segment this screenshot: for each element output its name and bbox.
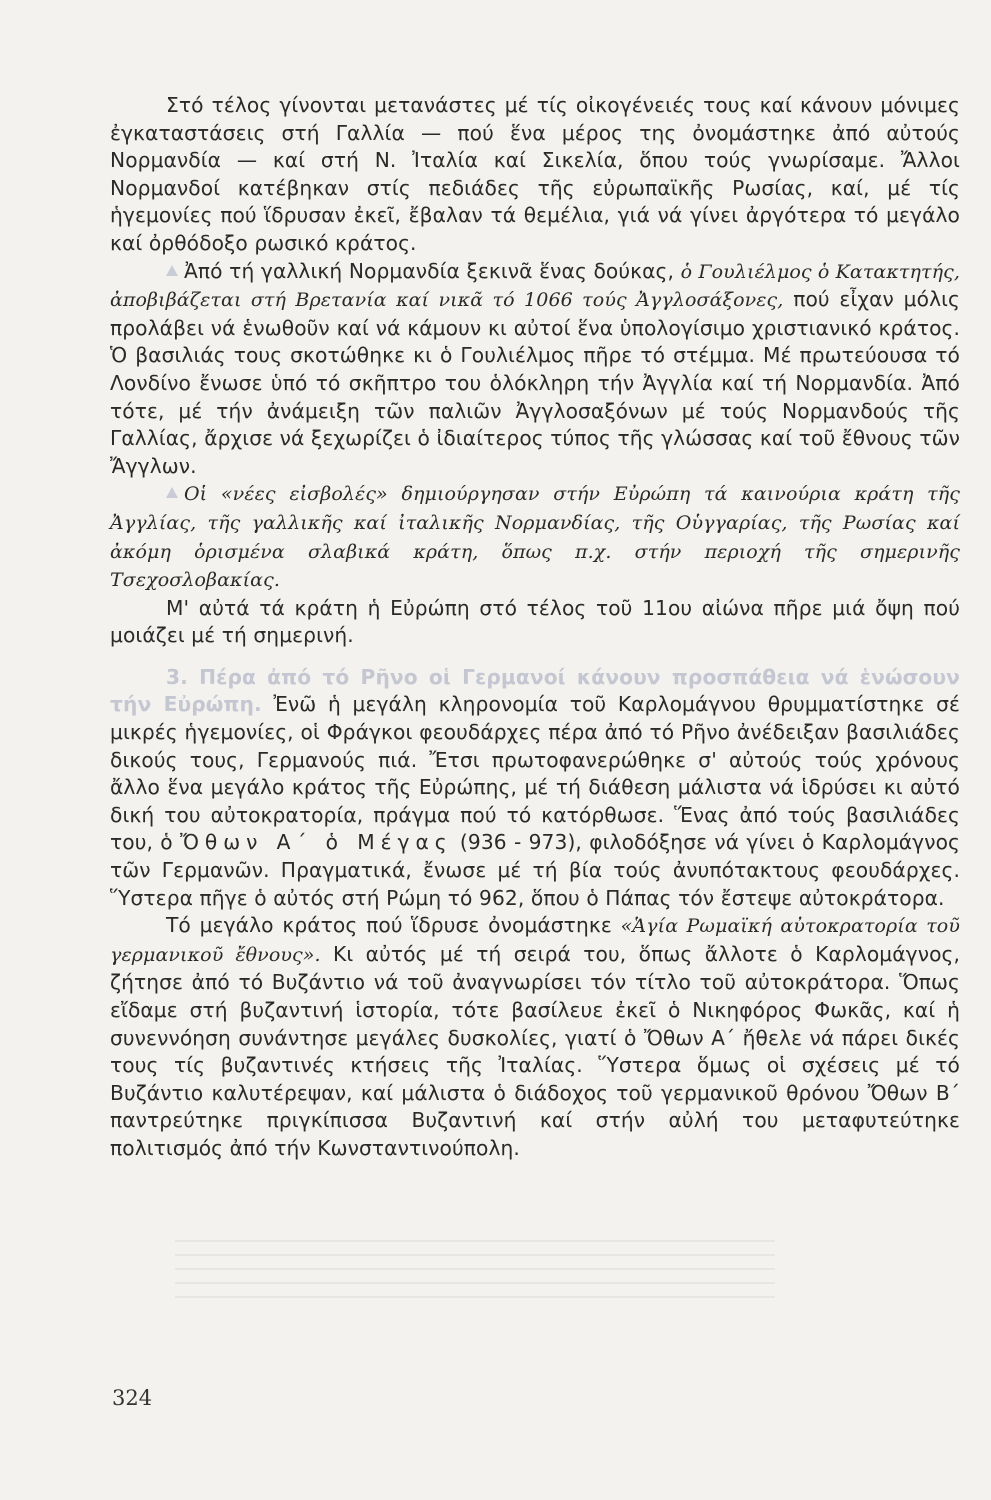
bleed-through-text (175, 1240, 775, 1310)
section-heading: 3. Πέρα ἀπό τό Ρῆνο οἱ Γερμανοί κάνουν προσπάθεια νά ἑνώσουν τήν Εὐρώπη. (110, 664, 960, 717)
paragraph-3: Οἱ «νέες εἰσβολές» δημιούργησαν στήν Εὐρώπη τά καινούρια κράτη τῆς Ἀγγλίας, τῆς γαλλικῆς καί ἰταλικῆς Νορμανδίας, τῆς Οὑγγαρίας, τῆς Ρωσίας καί ἀκόμη ὁρισμένα σλαβικά κράτη, ὅπως π.χ. στήν περιοχή τῆς σημερινῆς Τσεχοσλοβακίας. (110, 483, 960, 592)
page-number: 324 (112, 1386, 153, 1410)
paragraph-2: Ἀπό τή γαλλική Νορμανδία ξεκινᾶ ἕνας δούκας, ὁ Γουλιέλμος ὁ Κατακτητής, ἀποβιβάζεται στή Βρετανία καί νικᾶ τό 1066 τούς Ἀγγλοσάξονες, πού εἶχαν μόλις προλάβει νά ἑνωθοῦν καί νά κάμουν κι αὐτοί ἕνα ὑπολογίσιμο χριστιανικό κράτος. Ὁ βασιλιάς τους σκοτώθηκε κι ὁ Γουλιέλμος πῆρε τό στέμμα. Μέ πρωτεύουσα τό Λονδίνο ἔνωσε ὑπό τό σκῆπτρο του ὁλόκληρη τήν Ἀγγλία καί τή Νορμανδία. Ἀπό τότε, μέ τήν ἀνάμειξη τῶν παλιῶν Ἀγγλοσαξόνων μέ τούς Νορμανδούς τῆς Γαλλίας, ἄρχισε νά ξεχωρίζει ὁ ἰδιαίτερος τύπος τῆς γλώσσας καί τοῦ ἔθνους τῶν Ἄγγλων. (110, 258, 960, 478)
paragraph-5: 3. Πέρα ἀπό τό Ρῆνο οἱ Γερμανοί κάνουν προσπάθεια νά ἑνώσουν τήν Εὐρώπη. Ἐνῶ ἡ μεγάλη κληρονομία τοῦ Καρλομάγνου θρυμματίστηκε σέ μικρές ἡγεμονίες, οἱ Φράγκοι φεουδάρχες πέρα ἀπό τό Ρῆνο ἀνέδειξαν βασιλιάδες δικούς τους, Γερμανούς πιά. Ἔτσι πρωτοφανερώθηκε σ' αὐτούς τούς χρόνους ἄλλο ἕνα μεγάλο κράτος τῆς Εὐρώπης, μέ τή διάθεση μάλιστα νά ἱδρύσει κι αὐτό δική του αὐτοκρατορία, πράγμα πού τό κατόρθωσε. Ἕνας ἀπό τούς βασιλιάδες του, ὁ Ὄθων Α΄ ὁ Μέγας (936 - 973), φιλοδόξησε νά γίνει ὁ Καρλομάγνος τῶν Γερμανῶν. Πραγματικά, ἔνωσε μέ τή βία τούς ἀνυπότακτους φεουδάρχες. Ὕστερα πῆγε ὁ αὐτός στή Ρώμη τό 962, ὅπου ὁ Πάπας τόν ἔστεψε αὐτοκράτορα. (110, 664, 961, 910)
triangle-marker-icon (166, 487, 178, 498)
triangle-marker-icon (166, 265, 178, 276)
paragraph-1: Στό τέλος γίνονται μετανάστες μέ τίς οἰκογένειές τους καί κάνουν μόνιμες ἐγκαταστάσεις στή Γαλλία — πού ἕνα μέρος της ὀνομάστηκε ἀπό αὐτούς Νορμανδία — καί στή Ν. Ἰταλία καί Σικελία, ὅπου τούς γνωρίσαμε. Ἄλλοι Νορμανδοί κατέβηκαν στίς πεδιάδες τῆς εὐρωπαϊκῆς Ρωσίας, καί, μέ τίς ἡγεμονίες πού ἵδρυσαν ἐκεῖ, ἔβαλαν τά θεμέλια, γιά νά γίνει ἀργότερα τό μεγάλο καί ὀρθόδοξο ρωσικό κράτος. (110, 93, 960, 255)
paragraph-6-italic: «Ἁγία Ρωμαϊκή αὐτοκρατορία τοῦ γερμανικοῦ ἔθνους». (110, 915, 960, 966)
spaced-name: Ὄθων Α΄ ὁ Μέγας (179, 830, 453, 855)
paragraph-2-italic: ὁ Γουλιέλμος ὁ Κατακτητής, ἀποβιβάζεται στή Βρετανία καί νικᾶ τό 1066 τούς Ἀγγλοσάξονες, (110, 260, 960, 312)
paragraph-4: Μ' αὐτά τά κράτη ἡ Εὐρώπη στό τέλος τοῦ 11ου αἰώνα πῆρε μιά ὄψη πού μοιάζει μέ τή σημερινή. (110, 595, 960, 648)
paragraph-6: Τό μεγάλο κράτος πού ἵδρυσε ὀνομάστηκε «Ἁγία Ρωμαϊκή αὐτοκρατορία τοῦ γερμανικοῦ ἔθνους». Κι αὐτός μέ τή σειρά του, ὅπως ἄλλοτε ὁ Καρλομάγνος, ζήτησε ἀπό τό Βυζάντιο νά τοῦ ἀναγνωρίσει τόν τίτλο τοῦ αὐτοκράτορα. Ὅπως εἴδαμε στή βυζαντινή ἱστορία, τότε βασίλευε ἐκεῖ ὁ Νικηφόρος Φωκᾶς, καί ἡ συνεννόηση συνάντησε μεγάλες δυσκολίες, γιατί ὁ Ὄθων Α΄ ἤθελε νά πάρει δικές τους τίς βυζαντινές κτήσεις τῆς Ἰταλίας. Ὕστερα ὅμως οἱ σχέσεις μέ τό Βυζάντιο καλυτέρεψαν, καί μάλιστα ὁ διάδοχος τοῦ γερμανικοῦ θρόνου Ὄθων Β΄ παντρεύτηκε πριγκίπισσα Βυζαντινή καί στήν αὐλή του μεταφυτεύτηκε πολιτισμός ἀπό τήν Κωνσταντινούπολη. (110, 913, 960, 1160)
body-text (110, 92, 960, 1163)
